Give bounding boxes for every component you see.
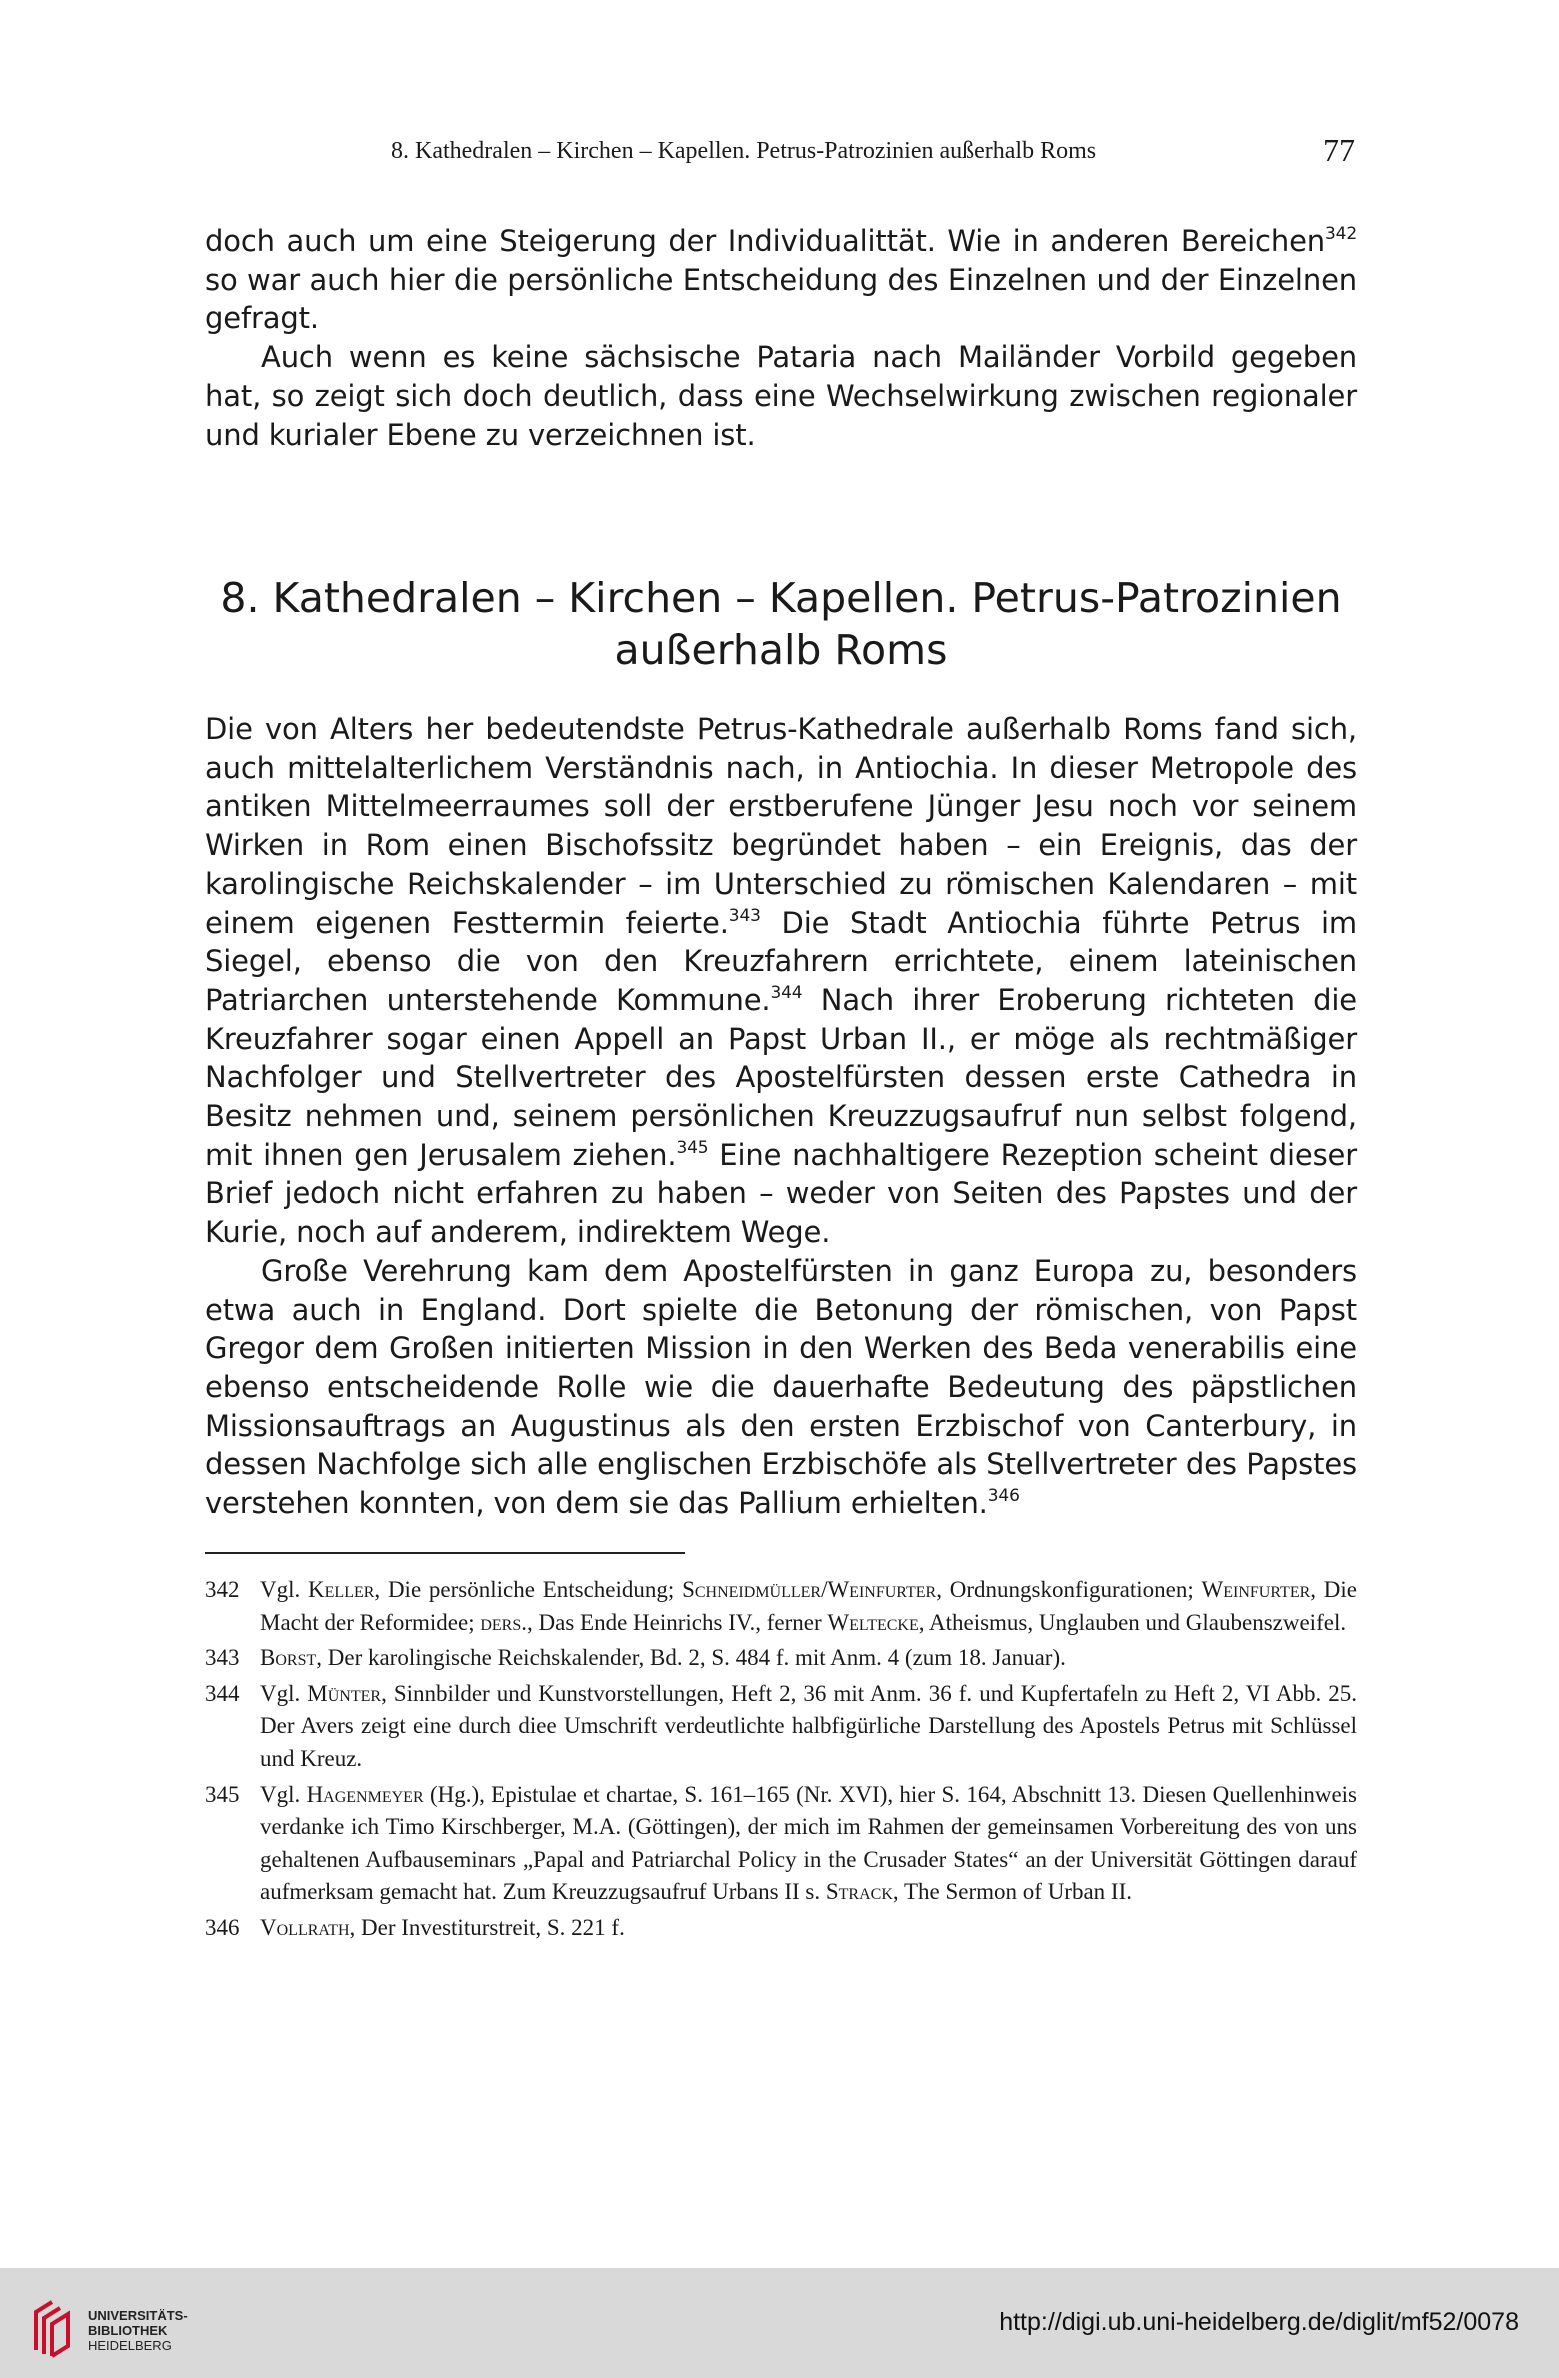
text: , Die persönliche Entscheidung;: [374, 1577, 683, 1602]
author-name: ders: [480, 1609, 522, 1635]
footnote-number: 345: [205, 1781, 240, 1807]
section-heading: [205, 572, 1357, 676]
library-logo-icon: [30, 2298, 80, 2358]
footnote-number: 346: [205, 1914, 240, 1940]
footnote-number: 344: [205, 1680, 240, 1706]
body-text-block-2: [205, 710, 1357, 1523]
running-title: 8. Kathedralen – Kirchen – Kapellen. Petrus-Patrozinien außerhalb Roms: [391, 138, 1097, 164]
footnotes: [205, 1574, 1357, 1948]
text: , Sinnbilder und Kunstvorstellungen, Heft 2, 36 mit Anm. 36 f. und Kupfertafeln zu Heft 2, VI Abb. 25. Der Avers zeigt eine durch diee Umschrift verdeutlichte halbfigürliche Darstellung des Apostels Petrus mit Schlüssel und Kreuz.: [260, 1680, 1358, 1771]
footnote-text: [260, 1678, 1357, 1776]
author-name: Weinfurter: [1201, 1577, 1311, 1602]
author-name: Vollrath: [260, 1914, 350, 1940]
footnote-346: [205, 1912, 1357, 1945]
footnote-ref-345[interactable]: 345: [676, 1137, 709, 1158]
library-logo-text: [88, 2308, 188, 2353]
section-heading-line-1: 8. Kathedralen – Kirchen – Kapellen. Petrus-Patrozinien: [220, 574, 1342, 622]
footnote-ref-344[interactable]: 344: [770, 982, 803, 1003]
text: Vgl.: [260, 1577, 309, 1602]
footnote-ref-346[interactable]: 346: [987, 1486, 1020, 1507]
text: , Der karolingische Reichskalender, Bd. 2, S. 484 f. mit Anm. 4 (zum 18. Januar).: [316, 1645, 1066, 1671]
body-text-block-1: [205, 222, 1357, 454]
library-footer-bar: [0, 2268, 1559, 2378]
author-name: Strack: [825, 1879, 893, 1905]
text: , Ordnungskonfigurationen;: [936, 1577, 1202, 1602]
paragraph: [205, 710, 1357, 1252]
permalink-url[interactable]: http://digi.ub.uni-heidelberg.de/diglit/mf52/0078: [999, 2308, 1519, 2336]
footnote-ref-343[interactable]: 343: [728, 905, 761, 926]
author-name: Schneidmüller/Weinfurter: [682, 1577, 937, 1602]
text: , The Sermon of Urban II.: [892, 1879, 1132, 1905]
text: Nach ihrer Eroberung richteten die Kreuzfahrer sogar einen Appell an Papst Urban II., er möge als rechtmäßiger Nachfolger und Stellvertreter des Apostelfürsten dessen erste Cathedra in Besitz nehmen und, seinem persönlichen Kreuzzugsaufruf nun selbst folgend, mit ihnen gen Jerusalem ziehen.: [205, 982, 1357, 1172]
paragraph: Auch wenn es keine sächsische Pataria nach Mailänder Vorbild gegeben hat, so zeigt sich doch deutlich, dass eine Wechselwirkung zwischen regionaler und kurialer Ebene zu verzeichnen ist.: [205, 340, 1357, 452]
text: Große Verehrung kam dem Apostelfürsten in ganz Europa zu, besonders etwa auch in England. Dort spielte die Betonung der römischen, von Papst Gregor dem Großen initierten Mission in den Werken des Beda venerabilis eine ebenso entscheidende Rolle wie die dauerhafte Bedeutung des päpstlichen Missionsauftrags an Augustinus als den ersten Erzbischof von Canterbury, in dessen Nachfolge sich alle englischen Erzbischöfe als Stellvertreter des Papstes verstehen konnten, von dem sie das Pallium erhielten.: [205, 1253, 1357, 1521]
text: doch auch um eine Steigerung der Individualittät. Wie in anderen Bereichen: [205, 224, 1325, 258]
footnote-number: 343: [205, 1645, 240, 1671]
paragraph: [205, 1252, 1357, 1523]
logo-line: BIBLIOTHEK: [88, 2323, 168, 2338]
footnote-ref-342[interactable]: 342: [1325, 224, 1357, 244]
page-number: 77: [1323, 132, 1355, 168]
paragraph: [205, 222, 1357, 338]
section-heading-line-2: außerhalb Roms: [614, 626, 948, 674]
footnote-number: 342: [205, 1577, 240, 1602]
author-name: Hagenmeyer: [306, 1781, 424, 1807]
text: so war auch hier die persönliche Entscheidung des Einzelnen und der Einzelnen gefragt.: [205, 262, 1357, 336]
text: Vgl.: [260, 1680, 308, 1706]
text: , Der Investiturstreit, S. 221 f.: [349, 1914, 625, 1940]
text: Eine nachhaltigere Rezeption scheint dieser Brief jedoch nicht erfahren zu haben – weder von Seiten des Papstes und der Kurie, noch auf anderem, indirektem Wege.: [205, 1137, 1357, 1250]
footnote-text: [260, 1642, 1357, 1675]
footnote-344: [205, 1678, 1357, 1776]
footnote-text: [260, 1912, 1357, 1945]
author-name: Borst: [260, 1645, 317, 1671]
logo-line: HEIDELBERG: [88, 2338, 172, 2353]
footnote-342: [205, 1574, 1357, 1639]
text: Die Stadt Antiochia führte Petrus im Siegel, ebenso die von den Kreuzfahrern errichtete, einem lateinischen Patriarchen unterstehende Kommune.: [205, 905, 1357, 1017]
text: , Atheismus, Unglauben und Glaubenszweifel.: [918, 1609, 1347, 1635]
logo-line: UNIVERSITÄTS-: [88, 2308, 188, 2323]
text: , Die Macht der Reformidee;: [260, 1577, 1358, 1635]
text: Die von Alters her bedeutendste Petrus-Kathedrale außerhalb Roms fand sich, auch mittelalterlichem Verständnis nach, in Antiochia. In dieser Metropole des antiken Mittelmeerraumes soll der erstberufene Jünger Jesu noch vor seinem Wirken in Rom einen Bischofssitz begründet haben – ein Ereignis, das der karolingische Reichskalender – im Unterschied zu römischen Kalendaren – mit einem eigenen Festtermin feierte.: [205, 712, 1357, 940]
text: ., Das Ende Heinrichs IV., ferner: [521, 1609, 828, 1635]
text: (Hg.), Epistulae et chartae, S. 161–165 (Nr. XVI), hier S. 164, Abschnitt 13. Diesen Quellenhinweis verdanke ich Timo Kirschberger, M.A. (Göttingen), der mich im Rahmen der gemeinsamen Vorbereitung des von uns gehaltenen Aufbauseminars „Papal and Patriarchal Policy in the Crusader States“ an der Universität Göttingen darauf aufmerksam gemacht hat. Zum Kreuzzugsaufruf Urbans II s.: [260, 1781, 1357, 1905]
footnote-343: [205, 1642, 1357, 1675]
footnote-divider: [205, 1552, 685, 1554]
author-name: Münter: [307, 1680, 382, 1706]
footnote-text: [260, 1779, 1357, 1909]
footnote-345: [205, 1779, 1357, 1909]
text: Vgl.: [260, 1781, 307, 1807]
author-name: Weltecke: [827, 1609, 919, 1635]
footnote-text: [260, 1574, 1357, 1639]
author-name: Keller: [308, 1577, 375, 1602]
